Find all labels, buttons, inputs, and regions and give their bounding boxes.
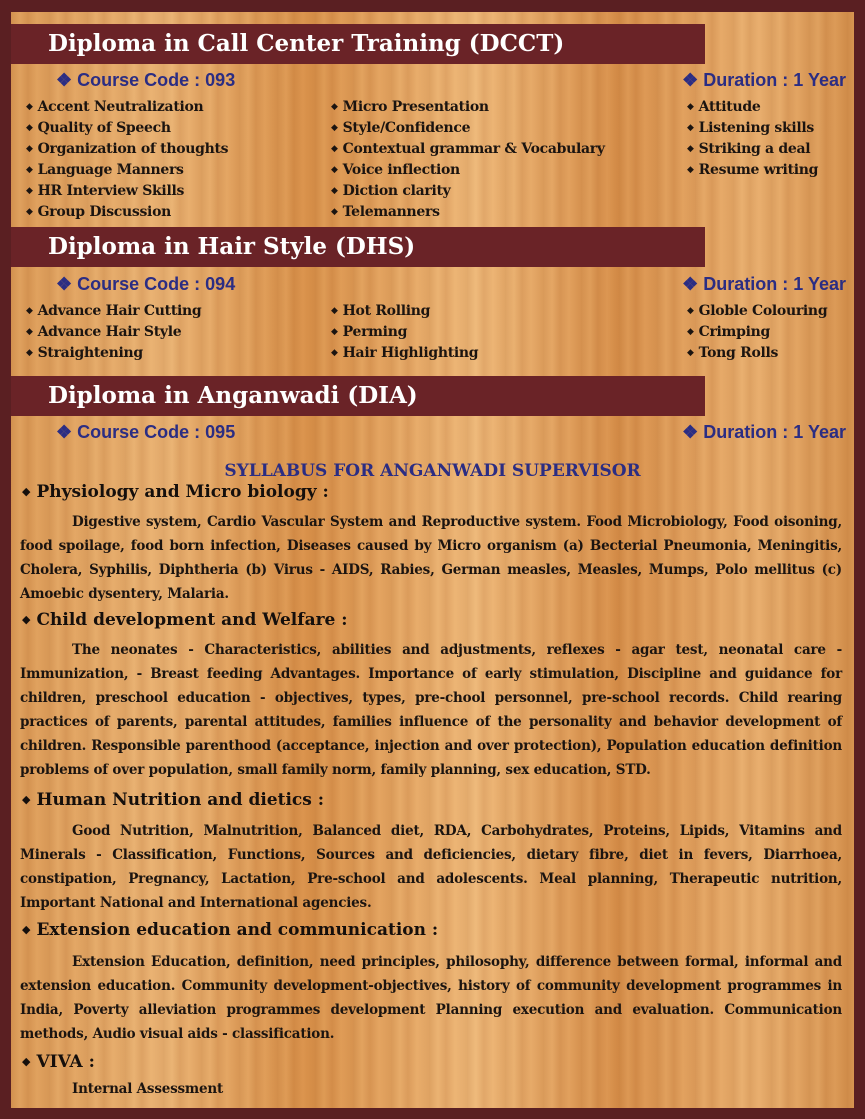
topic-text: Digestive system, Cardio Vascular System and Reproductive system. Food Microbiology, Food oisoning, food spoilage, food born infection, Diseases caused by Micro organism (a) Becterial Pneumonia, Meningitis, Cholera, Syphilis, Diphtheria (b) Virus - AIDS, Rabies, German measles, Measles, Mumps, Polo mellitus (c) Amoebic dysentery, Malaria. [20, 514, 842, 602]
list-item [687, 160, 818, 181]
course-code [56, 274, 235, 295]
dhs-col1-list [26, 301, 201, 364]
bullet-icon: ◆ [22, 1055, 31, 1068]
list-item-text: Hair Highlighting [342, 345, 479, 361]
topic-text: Internal Assessment [72, 1081, 224, 1097]
diamond-bullet-icon: ❖ [56, 274, 73, 294]
course-info-row [56, 422, 846, 446]
bullet-icon: ◆ [26, 207, 33, 217]
diamond-bullet-icon: ❖ [682, 70, 699, 90]
bullet-icon: ◆ [331, 123, 338, 133]
list-item [331, 343, 478, 364]
bullet-icon: ◆ [687, 306, 694, 316]
topic-heading [22, 790, 324, 810]
list-item-text: Straightening [37, 345, 143, 361]
topic-heading [22, 610, 348, 630]
bullet-icon: ◆ [331, 348, 338, 358]
bullet-icon: ◆ [22, 613, 31, 626]
course-code-text: Course Code : 095 [77, 422, 236, 442]
list-item [687, 301, 827, 322]
list-item-text: Hot Rolling [342, 303, 431, 319]
section-title: Diploma in Hair Style (DHS) [48, 233, 416, 260]
list-item [26, 181, 228, 202]
list-item-text: Telemanners [342, 204, 440, 220]
list-item [331, 97, 605, 118]
section-title: Diploma in Anganwadi (DIA) [48, 382, 418, 409]
list-item-text: Organization of thoughts [37, 141, 229, 157]
bullet-icon: ◆ [22, 793, 31, 806]
list-item [331, 139, 605, 160]
topic-heading [22, 482, 329, 502]
diamond-bullet-icon: ❖ [682, 274, 699, 294]
topic-heading-text: Physiology and Micro biology : [36, 482, 329, 502]
duration [682, 422, 846, 443]
section-banner-dhs [11, 227, 705, 267]
bullet-icon: ◆ [687, 165, 694, 175]
topic-heading [22, 1052, 95, 1072]
list-item [687, 322, 827, 343]
duration-text: Duration : 1 Year [703, 274, 846, 294]
bullet-icon: ◆ [687, 327, 694, 337]
list-item-text: Style/Confidence [342, 120, 471, 136]
list-item [331, 202, 605, 223]
course-code [56, 422, 235, 443]
list-item-text: Group Discussion [37, 204, 171, 220]
page-panel [11, 12, 854, 1108]
bullet-icon: ◆ [26, 306, 33, 316]
list-item [687, 97, 818, 118]
dhs-col2-list [331, 301, 478, 364]
list-item-text: Diction clarity [342, 183, 451, 199]
list-item-text: Contextual grammar & Vocabulary [342, 141, 605, 157]
list-item [687, 118, 818, 139]
list-item [331, 301, 478, 322]
topic-text: The neonates - Characteristics, abilities and adjustments, reflexes - agar test, neonatal care - Immunization, - Breast feeding Advantages. Importance of early stimulation, Discipline and guidance for children, preschool education - objectives, types, pre-chool personnel, pre-school records. Child rearing practices of parents, parental attitudes, families influence of the personality and behavior development of children. Responsible parenthood (acceptance, injection and over protection), Population education definition problems of over population, small family norm, family planning, sex education, STD. [20, 642, 842, 778]
topic-heading-text: Child development and Welfare : [36, 610, 348, 630]
syllabus-title: SYLLABUS FOR ANGANWADI SUPERVISOR [224, 461, 641, 481]
list-item-text: Accent Neutralization [37, 99, 204, 115]
topic-heading [22, 920, 438, 940]
bullet-icon: ◆ [331, 186, 338, 196]
course-info-row [56, 274, 846, 298]
section-banner-dia [11, 376, 705, 416]
list-item-text: Micro Presentation [342, 99, 489, 115]
list-item [26, 322, 201, 343]
duration [682, 274, 846, 295]
dcct-col2-list [331, 97, 605, 223]
bullet-icon: ◆ [331, 144, 338, 154]
list-item [687, 139, 818, 160]
list-item-text: Tong Rolls [698, 345, 779, 361]
duration-text: Duration : 1 Year [703, 70, 846, 90]
diamond-bullet-icon: ❖ [682, 422, 699, 442]
list-item-text: Perming [342, 324, 408, 340]
list-item-text: Resume writing [698, 162, 819, 178]
list-item-text: Language Manners [37, 162, 184, 178]
diamond-bullet-icon: ❖ [56, 422, 73, 442]
list-item [26, 343, 201, 364]
bullet-icon: ◆ [331, 165, 338, 175]
course-info-row [56, 70, 846, 94]
list-item-text: Voice inflection [342, 162, 460, 178]
bullet-icon: ◆ [22, 923, 31, 936]
diamond-bullet-icon: ❖ [56, 70, 73, 90]
topic-heading-text: Extension education and communication : [36, 920, 439, 940]
bullet-icon: ◆ [331, 207, 338, 217]
list-item [26, 118, 228, 139]
list-item-text: Advance Hair Cutting [37, 303, 202, 319]
bullet-icon: ◆ [26, 144, 33, 154]
bullet-icon: ◆ [687, 123, 694, 133]
bullet-icon: ◆ [26, 165, 33, 175]
bullet-icon: ◆ [331, 327, 338, 337]
list-item [687, 343, 827, 364]
list-item [26, 202, 228, 223]
topic-text: Good Nutrition, Malnutrition, Balanced diet, RDA, Carbohydrates, Proteins, Lipids, Vitamins and Minerals - Classification, Functions, Sources and deficiencies, dietary fibre, diet in fevers, Diarrhoea, constipation, Pregnancy, Lactation, Pre-school and adolescents. Meal planning, Therapeutic nutrition, Important National and International agencies. [20, 823, 842, 911]
duration [682, 70, 846, 91]
bullet-icon: ◆ [26, 327, 33, 337]
list-item-text: Quality of Speech [37, 120, 171, 136]
course-code-text: Course Code : 094 [77, 274, 236, 294]
bullet-icon: ◆ [26, 348, 33, 358]
list-item-text: Globle Colouring [698, 303, 828, 319]
list-item-text: HR Interview Skills [37, 183, 185, 199]
list-item-text: Crimping [698, 324, 770, 340]
list-item [331, 322, 478, 343]
section-banner-dcct [11, 24, 705, 64]
course-code-text: Course Code : 093 [77, 70, 236, 90]
bullet-icon: ◆ [26, 123, 33, 133]
list-item [331, 118, 605, 139]
bullet-icon: ◆ [22, 485, 31, 498]
list-item [331, 181, 605, 202]
bullet-icon: ◆ [331, 306, 338, 316]
bullet-icon: ◆ [331, 102, 338, 112]
bullet-icon: ◆ [687, 144, 694, 154]
list-item-text: Listening skills [698, 120, 815, 136]
bullet-icon: ◆ [687, 102, 694, 112]
dhs-col3-list [687, 301, 827, 364]
topic-text: Extension Education, definition, need principles, philosophy, difference between formal, informal and extension education. Community development-objectives, history of community development programmes in India, Poverty alleviation programmes development Planning execution and evaluation. Communication methods, Audio visual aids - classification. [20, 954, 842, 1042]
list-item-text: Attitude [698, 99, 761, 115]
topic-heading-text: VIVA : [36, 1052, 95, 1072]
dcct-col3-list [687, 97, 818, 181]
list-item [26, 97, 228, 118]
duration-text: Duration : 1 Year [703, 422, 846, 442]
list-item [331, 160, 605, 181]
topic-heading-text: Human Nutrition and dietics : [36, 790, 325, 810]
list-item [26, 139, 228, 160]
list-item [26, 160, 228, 181]
list-item-text: Striking a deal [698, 141, 811, 157]
list-item [26, 301, 201, 322]
list-item-text: Advance Hair Style [37, 324, 182, 340]
section-title: Diploma in Call Center Training (DCCT) [48, 30, 565, 57]
course-code [56, 70, 235, 91]
bullet-icon: ◆ [26, 186, 33, 196]
dcct-col1-list [26, 97, 228, 223]
bullet-icon: ◆ [687, 348, 694, 358]
bullet-icon: ◆ [26, 102, 33, 112]
